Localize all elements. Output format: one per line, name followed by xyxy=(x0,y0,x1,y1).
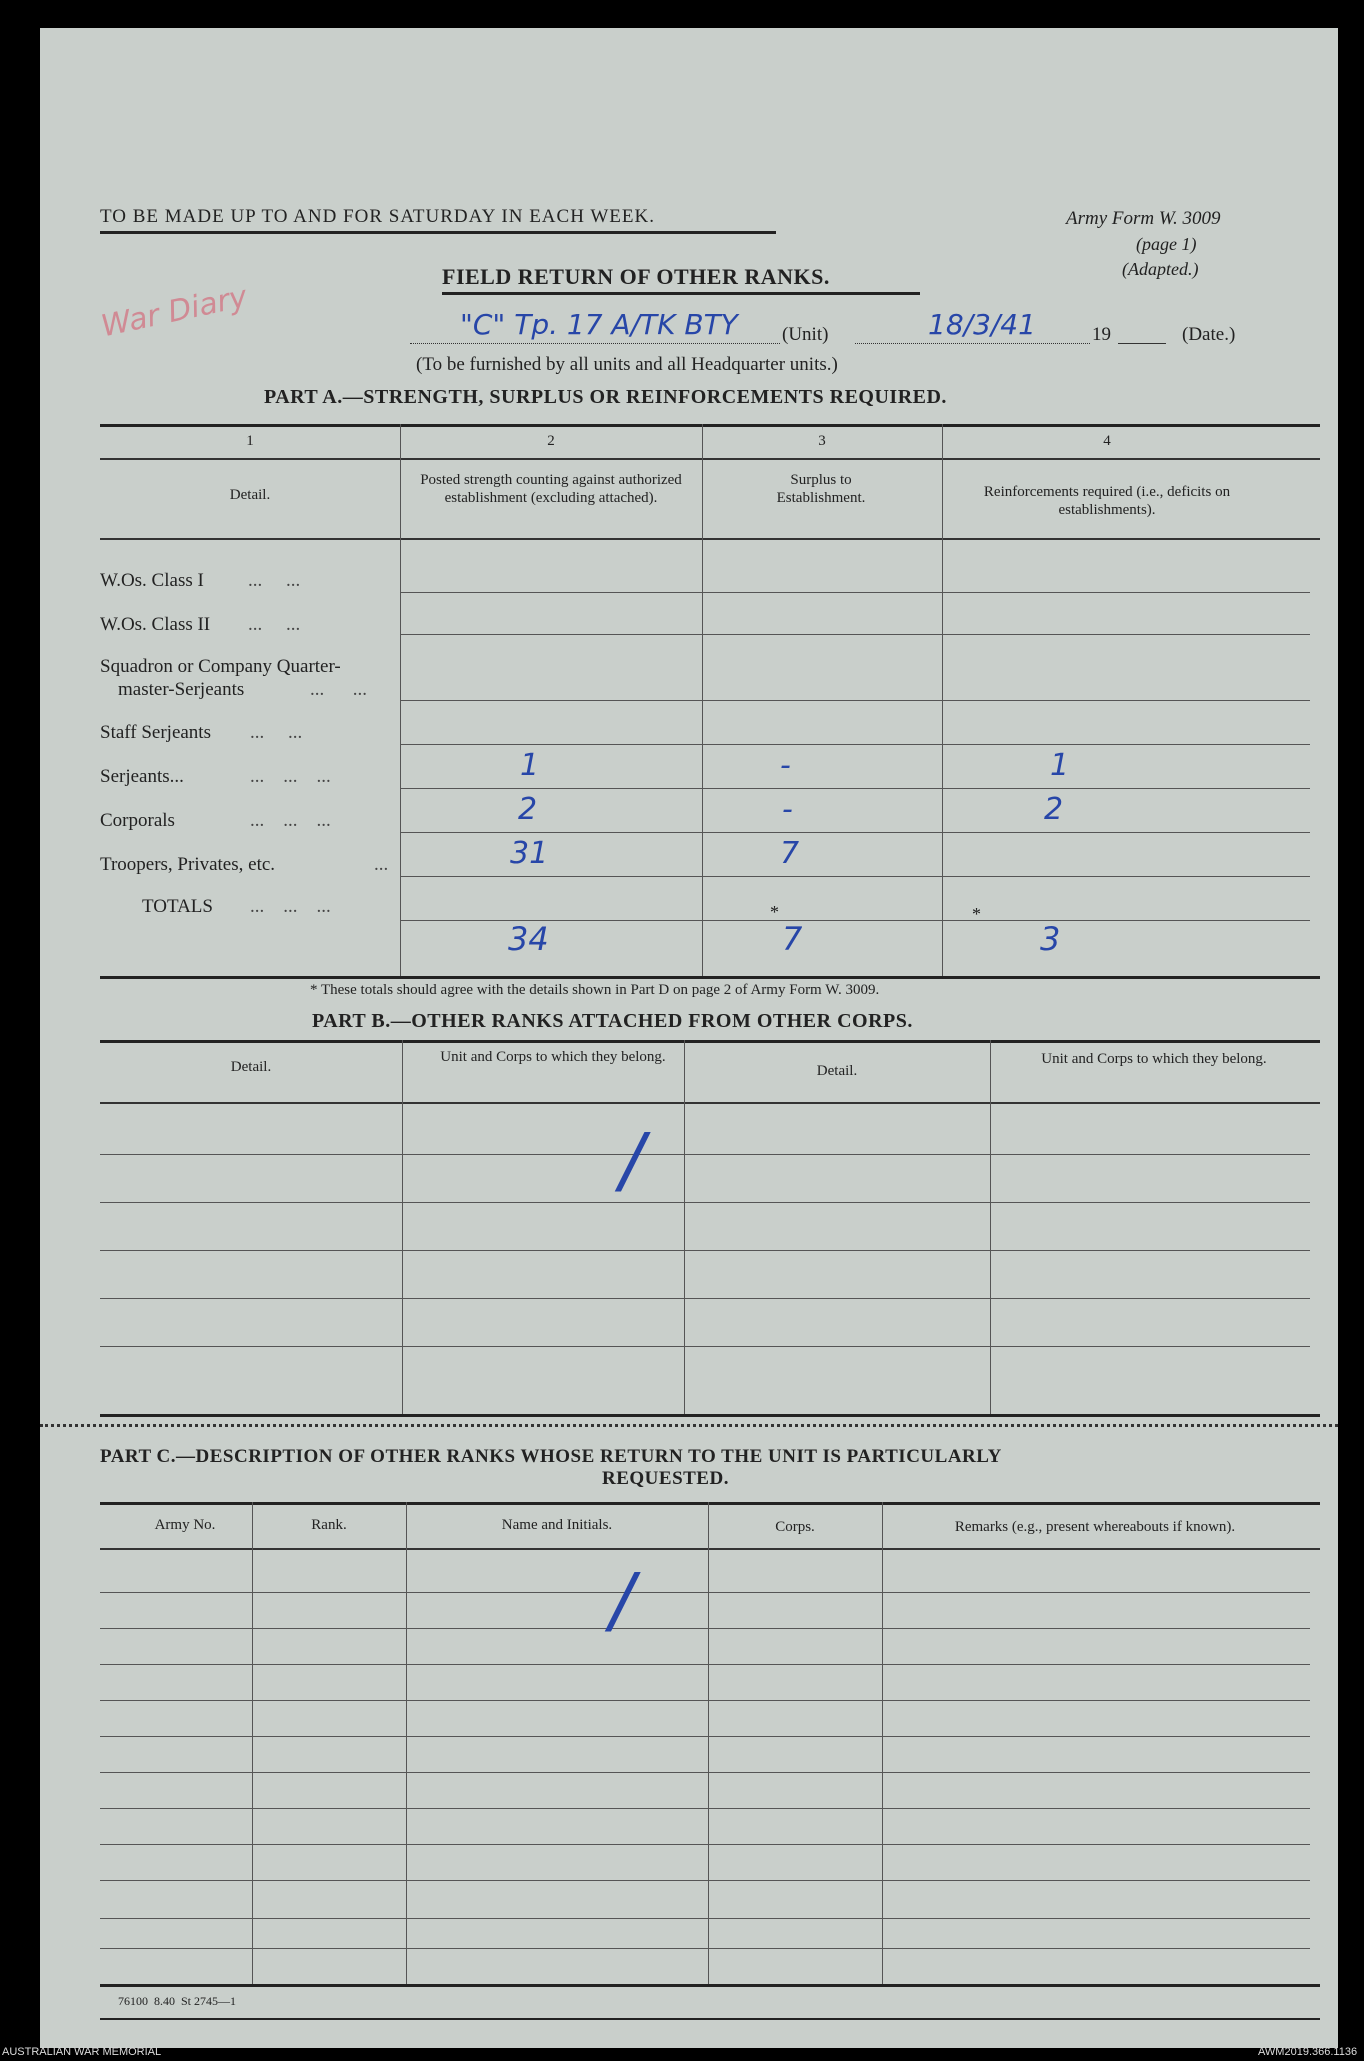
row-label-cqms: Squadron or Company Quarter- xyxy=(100,656,341,677)
row-rule xyxy=(100,1736,1310,1737)
value-totals-reinf: 3 xyxy=(1040,920,1061,958)
dot-leader: ... ... ... xyxy=(250,810,331,831)
dot-leader: ... ... xyxy=(248,614,301,635)
row-rule xyxy=(100,1628,1310,1629)
header-detail: Detail. xyxy=(229,487,271,503)
part-b-header-unit-1: Unit and Corps to which they belong. xyxy=(440,1049,666,1065)
furnish-note: (To be furnished by all units and all Headquarter units.) xyxy=(416,354,838,375)
part-c-header-name: Name and Initials. xyxy=(501,1517,613,1533)
row-rule xyxy=(400,876,1310,877)
row-label-wo2: W.Os. Class II xyxy=(100,614,211,635)
row-rule xyxy=(100,1948,1310,1949)
part-b-title: PART B.—OTHER RANKS ATTACHED FROM OTHER CORPS. xyxy=(312,1010,913,1032)
header-reinforcements: Reinforcements required (i.e., deficits on establishments). xyxy=(983,484,1231,518)
col-number-2: 2 xyxy=(547,433,555,449)
dot-leader: ... ... xyxy=(250,722,303,743)
row-rule xyxy=(100,1154,1310,1155)
value-sjt-reinf: 1 xyxy=(1050,748,1070,783)
part-c-header-rank: Rank. xyxy=(311,1517,347,1533)
part-c-vrule-3 xyxy=(708,1502,709,1984)
part-b-entry-slash: / xyxy=(620,1118,645,1202)
part-c-vrule-1 xyxy=(252,1502,253,1984)
unit-label: (Unit) xyxy=(782,324,829,345)
part-c-header-army-no: Army No. xyxy=(154,1517,216,1533)
part-a-header-rule xyxy=(100,538,1320,540)
part-a-numbers-rule xyxy=(100,458,1320,460)
row-rule xyxy=(100,1844,1310,1845)
row-rule xyxy=(100,1700,1310,1701)
part-c-entry-slash: / xyxy=(610,1558,635,1642)
value-totals-surplus: 7 xyxy=(782,920,803,958)
row-rule xyxy=(400,700,1310,701)
part-a-top-rule xyxy=(100,424,1320,427)
row-rule xyxy=(100,1880,1310,1881)
part-c-header-corps: Corps. xyxy=(775,1519,815,1535)
perforation-line xyxy=(40,1424,1338,1427)
row-rule xyxy=(100,1298,1310,1299)
part-c-title-2: REQUESTED. xyxy=(602,1468,729,1489)
part-b-top-rule xyxy=(100,1040,1320,1043)
year-label: 19 xyxy=(1092,324,1111,345)
row-label-totals: TOTALS xyxy=(142,896,213,917)
title-underline xyxy=(442,292,920,295)
part-c-vrule-2 xyxy=(406,1502,407,1984)
dot-leader: ... ... xyxy=(310,679,367,700)
header-surplus: Surplus to Establishment. xyxy=(776,472,866,506)
row-rule xyxy=(400,744,1310,745)
footer-right: AWM2019.366.1136 xyxy=(1258,2046,1358,2058)
part-b-header-unit-2: Unit and Corps to which they belong. xyxy=(1041,1051,1267,1067)
row-rule xyxy=(100,1918,1310,1919)
row-label-sjt: Serjeants... xyxy=(100,766,184,787)
part-c-title: PART C.—DESCRIPTION OF OTHER RANKS WHOSE RETURN TO THE UNIT IS PARTICULARLY xyxy=(100,1446,1002,1467)
row-label-troopers: Troopers, Privates, etc. xyxy=(100,854,276,875)
value-cpl-reinf: 2 xyxy=(1044,792,1064,827)
part-a-title: PART A.—STRENGTH, SURPLUS OR REINFORCEMENTS REQUIRED. xyxy=(264,386,947,408)
row-rule xyxy=(400,832,1310,833)
form-sheet xyxy=(40,28,1338,2048)
header-posted: Posted strength counting against authorized establishment (excluding attached). xyxy=(420,472,682,506)
part-a-bottom-rule xyxy=(100,976,1320,979)
date-handwritten: 18/3/41 xyxy=(928,308,1036,341)
value-cpl-surplus: - xyxy=(782,792,793,827)
form-number: Army Form W. 3009 xyxy=(1066,208,1221,229)
part-c-top-rule xyxy=(100,1502,1320,1505)
year-line xyxy=(1118,343,1166,344)
row-rule xyxy=(100,1808,1310,1809)
dot-leader: ... ... xyxy=(248,570,301,591)
row-label-wo1: W.Os. Class I xyxy=(100,570,204,591)
part-b-bottom-rule xyxy=(100,1414,1320,1417)
instruction-text: TO BE MADE UP TO AND FOR SATURDAY IN EACH WEEK. xyxy=(100,206,655,227)
page-number: (page 1) xyxy=(1136,234,1197,254)
war-diary-stamp: War Diary xyxy=(98,279,251,345)
value-sjt-posted: 1 xyxy=(520,748,540,783)
dot-leader: ... xyxy=(374,854,389,875)
row-label-cpl: Corporals xyxy=(100,810,175,831)
value-sjt-surplus: - xyxy=(780,748,791,783)
totals-asterisk: * xyxy=(770,902,779,922)
dot-leader: ... ... ... xyxy=(250,766,331,787)
part-b-header-rule xyxy=(100,1102,1320,1104)
row-rule xyxy=(100,1250,1310,1251)
row-label-cqms-2: master-Serjeants xyxy=(118,679,245,700)
row-rule xyxy=(100,1346,1310,1347)
part-c-vrule-4 xyxy=(882,1502,883,1984)
footer-left: AUSTRALIAN WAR MEMORIAL xyxy=(2,2046,162,2058)
value-cpl-posted: 2 xyxy=(518,792,538,827)
row-rule xyxy=(100,1592,1310,1593)
dot-leader: ... ... ... xyxy=(250,896,331,917)
part-c-header-rule xyxy=(100,1548,1320,1550)
unit-handwritten: "C" Tp. 17 A/TK BTY xyxy=(460,308,738,341)
unit-line xyxy=(410,343,780,344)
date-line xyxy=(855,343,1090,344)
form-title: FIELD RETURN OF OTHER RANKS. xyxy=(442,264,830,289)
row-rule xyxy=(100,1772,1310,1773)
value-troopers-surplus: 7 xyxy=(780,836,800,871)
row-rule xyxy=(400,788,1310,789)
bottom-rule xyxy=(100,2018,1320,2020)
part-a-footnote: * These totals should agree with the details shown in Part D on page 2 of Army Form W. 3009. xyxy=(310,982,880,998)
value-troopers-posted: 31 xyxy=(510,836,549,871)
part-c-bottom-rule xyxy=(100,1984,1320,1987)
part-b-vrule-2 xyxy=(684,1040,685,1414)
totals-asterisk: * xyxy=(972,904,981,924)
col-number-1: 1 xyxy=(246,433,254,449)
row-rule xyxy=(100,1664,1310,1665)
row-label-staff-sjt: Staff Serjeants xyxy=(100,722,211,743)
part-c-header-remarks: Remarks (e.g., present whereabouts if known). xyxy=(954,1519,1236,1535)
col-number-4: 4 xyxy=(1103,433,1111,449)
row-rule xyxy=(400,592,1310,593)
adapted-note: (Adapted.) xyxy=(1122,259,1199,279)
row-rule xyxy=(400,634,1310,635)
col-number-3: 3 xyxy=(818,433,826,449)
part-b-header-detail-1: Detail. xyxy=(230,1059,272,1075)
instruction-underline xyxy=(100,231,776,234)
part-b-vrule-1 xyxy=(402,1040,403,1414)
print-code: 76100 8.40 St 2745—1 xyxy=(118,1994,237,2008)
row-rule xyxy=(100,1202,1310,1203)
part-b-header-detail-2: Detail. xyxy=(816,1063,858,1079)
date-label: (Date.) xyxy=(1182,324,1236,345)
part-b-vrule-3 xyxy=(990,1040,991,1414)
value-totals-posted: 34 xyxy=(508,920,549,958)
